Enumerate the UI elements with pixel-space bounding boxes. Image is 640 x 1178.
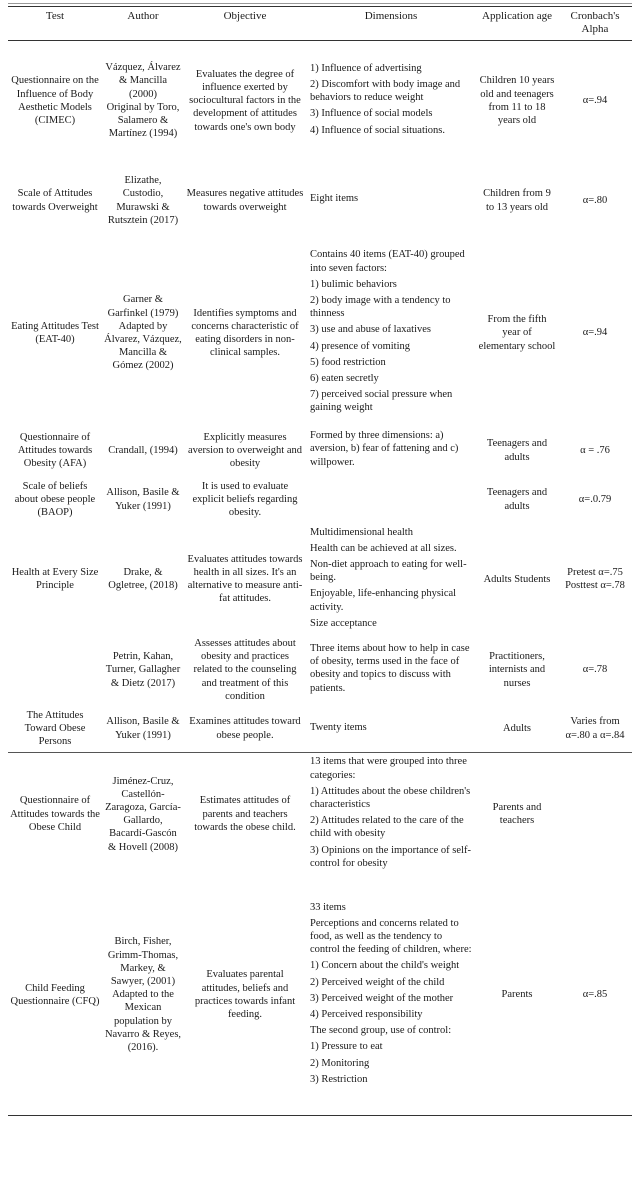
header-cronbach-alpha: Cronbach's Alpha xyxy=(570,10,620,35)
dimension-item: Size acceptance xyxy=(310,617,377,629)
application-age-text: Teenagers and adults xyxy=(486,487,548,512)
cell-application-age xyxy=(476,524,558,635)
test-name: Scale of beliefs about obese people (BAOP) xyxy=(14,480,96,519)
cell-cronbach-alpha xyxy=(558,875,632,1115)
author-line: Original by Toro, Salamero & Martínez (1994) xyxy=(106,101,180,140)
alpha-value: Pretest α=.75 xyxy=(567,567,623,578)
author-line: Vázquez, Álvarez & Mancilla (2000) xyxy=(105,62,181,100)
cell-objective xyxy=(184,524,306,635)
instruments-table xyxy=(8,6,632,1116)
dimension-item: Formed by three dimensions: a) aversion, b) fear of fattening and c) willpower. xyxy=(310,430,459,468)
dimension-item: Twenty items xyxy=(310,721,367,733)
dimension-item: Health can be achieved at all sizes. xyxy=(310,542,457,554)
cell-test xyxy=(8,161,102,241)
cell-cronbach-alpha xyxy=(558,524,632,635)
cell-test xyxy=(8,524,102,635)
cell-test xyxy=(8,41,102,161)
objective-text: Examines attitudes toward obese people. xyxy=(189,716,301,741)
objective-text: Measures negative attitudes towards overweight xyxy=(186,188,304,213)
application-age-text: Adults xyxy=(502,723,531,735)
cell-application-age xyxy=(476,161,558,241)
cell-application-age xyxy=(476,875,558,1115)
table-row xyxy=(8,875,632,1115)
dimension-item: 6) eaten secretly xyxy=(310,373,379,384)
cell-author xyxy=(102,524,184,635)
dimension-item: 2) Discomfort with body image and behaviors to reduce weight xyxy=(310,78,461,104)
cell-test xyxy=(8,476,102,524)
cell-application-age xyxy=(476,41,558,161)
cell-objective xyxy=(184,426,306,476)
cell-cronbach-alpha xyxy=(558,753,632,875)
table-row xyxy=(8,241,632,426)
cell-author xyxy=(102,875,184,1115)
table-row xyxy=(8,753,632,875)
author-line: Allison, Basile & Yuker (1991) xyxy=(106,716,180,741)
objective-text: Assesses attitudes about obesity and practices related to the counseling and treatment of this condition xyxy=(193,637,297,702)
dimension-item: 13 items that were grouped into three categories: xyxy=(310,756,467,781)
dimension-item: 7) perceived social pressure when gaining weight xyxy=(310,389,453,414)
cell-author xyxy=(102,241,184,426)
cell-author xyxy=(102,161,184,241)
dimension-item: 33 items xyxy=(310,901,346,913)
header-application-age: Application age xyxy=(482,10,552,22)
dimension-item: 3) use and abuse of laxatives xyxy=(310,324,432,336)
cell-objective xyxy=(184,161,306,241)
cell-objective xyxy=(184,705,306,753)
cell-application-age xyxy=(476,753,558,875)
application-age-text: Teenagers and adults xyxy=(486,438,548,463)
cell-test xyxy=(8,705,102,753)
alpha-value: α=.94 xyxy=(582,95,608,107)
cell-dimensions xyxy=(306,753,476,875)
test-name: Questionnaire of Attitudes towards Obesity (AFA) xyxy=(17,431,93,470)
dimension-item: 2) Attitudes related to the care of the child with obesity xyxy=(310,815,464,840)
alpha-value: α=.80 xyxy=(582,194,608,206)
test-name: Eating Attitudes Test (EAT-40) xyxy=(11,320,99,345)
cell-cronbach-alpha xyxy=(558,476,632,524)
header-test: Test xyxy=(45,10,65,22)
dimension-item: 1) Concern about the child's weight xyxy=(310,960,460,972)
dimension-item: Eight items xyxy=(310,193,359,205)
author-line: Jiménez-Cruz, Castellón-Zaragoza, García-Gallardo, Bacardí-Gascón & Hovell (2008) xyxy=(105,775,181,853)
objective-text: Evaluates the degree of influence exerted by sociocultural factors in the development of attitudes towards one's own body xyxy=(189,68,301,133)
alpha-value: α=.0.79 xyxy=(578,493,612,505)
test-name: The Attitudes Toward Obese Persons xyxy=(24,709,86,748)
alpha-value: Varies from α=.80 a α=.84 xyxy=(565,716,625,741)
cell-dimensions xyxy=(306,41,476,161)
dimension-item: 1) Pressure to eat xyxy=(310,1041,383,1053)
cell-cronbach-alpha xyxy=(558,635,632,705)
cell-test xyxy=(8,875,102,1115)
author-line: Crandall, (1994) xyxy=(108,444,178,456)
objective-text: Evaluates parental attitudes, beliefs and practices towards infant feeding. xyxy=(194,969,296,1021)
objective-text: Identifies symptoms and concerns characteristic of eating disorders in non-clinical samples. xyxy=(191,307,299,359)
dimension-item: 3) Restriction xyxy=(310,1073,368,1085)
cell-dimensions xyxy=(306,161,476,241)
table-row xyxy=(8,426,632,476)
application-age-text: Parents and teachers xyxy=(492,802,542,827)
header-row xyxy=(8,7,632,41)
dimension-item: 1) Influence of advertising xyxy=(310,62,422,74)
author-line: Adapted to the Mexican population by Navarro & Reyes, (2016). xyxy=(104,989,182,1054)
cell-objective xyxy=(184,875,306,1115)
author-line: Garner & Garfinkel (1979) xyxy=(107,294,179,319)
table-row xyxy=(8,161,632,241)
cell-cronbach-alpha xyxy=(558,41,632,161)
author-line: Elizathe, Custodio, Murawski & Rutsztein (2017) xyxy=(107,175,179,226)
cell-objective xyxy=(184,41,306,161)
cell-application-age xyxy=(476,241,558,426)
cell-test xyxy=(8,635,102,705)
cell-cronbach-alpha xyxy=(558,161,632,241)
alpha-value: α = .76 xyxy=(580,444,610,456)
dimension-item: 2) Monitoring xyxy=(310,1057,370,1069)
table-row xyxy=(8,41,632,161)
table-row xyxy=(8,705,632,753)
header-author: Author xyxy=(127,10,159,22)
dimension-item: 4) Perceived responsibility xyxy=(310,1009,423,1021)
author-line: Drake, & Ogletree, (2018) xyxy=(108,567,178,592)
cell-dimensions xyxy=(306,635,476,705)
test-name: Questionnaire on the Influence of Body Aesthetic Models (CIMEC) xyxy=(11,75,99,126)
author-line: Allison, Basile & Yuker (1991) xyxy=(106,487,180,512)
cell-objective xyxy=(184,476,306,524)
test-name: Questionnaire of Attitudes towards the Obese Child xyxy=(10,795,100,833)
cell-author xyxy=(102,635,184,705)
application-age-text: Children 10 years old and teenagers from 11 to 18 years old xyxy=(479,75,555,126)
dimension-item: 4) Influence of social situations. xyxy=(310,124,446,136)
test-name: Scale of Attitudes towards Overweight xyxy=(12,188,98,213)
objective-text: Evaluates attitudes towards health in all sizes. It's an alternative to measure anti-fat attitudes. xyxy=(187,553,303,605)
cell-test xyxy=(8,753,102,875)
cell-dimensions xyxy=(306,476,476,524)
dimension-item: Contains 40 items (EAT-40) grouped into seven factors: xyxy=(310,249,465,274)
cell-cronbach-alpha xyxy=(558,241,632,426)
cell-author xyxy=(102,753,184,875)
test-name: Health at Every Size Principle xyxy=(11,567,99,592)
cell-application-age xyxy=(476,476,558,524)
cell-author xyxy=(102,41,184,161)
cell-application-age xyxy=(476,705,558,753)
dimension-item: 1) bulimic behaviors xyxy=(310,278,397,290)
dimension-item: Non-diet approach to eating for well-being. xyxy=(310,558,467,584)
dimension-item: 2) Perceived weight of the child xyxy=(310,976,445,988)
alpha-value: α=.78 xyxy=(582,664,608,676)
objective-text: It is used to evaluate explicit beliefs regarding obesity. xyxy=(192,480,298,519)
cell-author xyxy=(102,705,184,753)
author-line: Birch, Fisher, Grimm-Thomas, Markey, & Sawyer, (2001) xyxy=(107,936,179,987)
application-age-text: From the fifth year of elementary school xyxy=(478,314,556,352)
cell-objective xyxy=(184,241,306,426)
top-rule xyxy=(8,3,632,4)
cell-cronbach-alpha xyxy=(558,426,632,476)
dimension-item: 3) Opinions on the importance of self-control for obesity xyxy=(310,844,471,869)
cell-dimensions xyxy=(306,524,476,635)
cell-dimensions xyxy=(306,705,476,753)
cell-dimensions xyxy=(306,241,476,426)
table-row xyxy=(8,635,632,705)
alpha-value: Posttest α=.78 xyxy=(565,580,625,592)
application-age-text: Children from 9 to 13 years old xyxy=(483,188,551,213)
dimension-item: 3) Perceived weight of the mother xyxy=(310,992,454,1004)
cell-cronbach-alpha xyxy=(558,705,632,753)
cell-test xyxy=(8,426,102,476)
table-row xyxy=(8,524,632,635)
cell-dimensions xyxy=(306,426,476,476)
test-name: Child Feeding Questionnaire (CFQ) xyxy=(10,982,100,1007)
dimension-item: 1) Attitudes about the obese children's characteristics xyxy=(310,785,471,811)
dimension-item: Enjoyable, life-enhancing physical activity. xyxy=(310,588,457,613)
cell-application-age xyxy=(476,426,558,476)
dimension-item: 3) Influence of social models xyxy=(310,108,433,120)
cell-application-age xyxy=(476,635,558,705)
cell-test xyxy=(8,241,102,426)
application-age-text: Adults Students xyxy=(483,573,551,585)
dimension-item: Three items about how to help in case of obesity, terms used in the face of obesity and topics to discuss with patients. xyxy=(310,643,470,694)
header-dimensions: Dimensions xyxy=(364,10,418,22)
cell-author xyxy=(102,426,184,476)
header-objective: Objective xyxy=(223,10,267,22)
cell-author xyxy=(102,476,184,524)
alpha-value: α=.94 xyxy=(582,327,608,339)
application-age-text: Practitioners, internists and nurses xyxy=(488,651,546,689)
cell-objective xyxy=(184,635,306,705)
dimension-item: 5) food restriction xyxy=(310,356,386,368)
author-line: Adapted by Álvarez, Vázquez, Mancilla & Gómez (2002) xyxy=(104,320,182,372)
dimension-item: Perceptions and concerns related to food, as well as the tendency to control the feeding of children, where: xyxy=(310,917,472,956)
table-row xyxy=(8,476,632,524)
dimension-item: The second group, use of control: xyxy=(310,1025,452,1037)
dimension-item: 2) body image with a tendency to thinness xyxy=(310,294,451,320)
objective-text: Estimates attitudes of parents and teachers towards the obese child. xyxy=(194,795,296,833)
dimension-item: 4) presence of vomiting xyxy=(310,340,411,352)
application-age-text: Parents xyxy=(501,989,533,1001)
cell-dimensions xyxy=(306,875,476,1115)
alpha-value: α=.85 xyxy=(582,989,608,1001)
author-line: Petrin, Kahan, Turner, Gallagher & Dietz (2017) xyxy=(105,651,181,689)
cell-objective xyxy=(184,753,306,875)
dimension-item: Multidimensional health xyxy=(310,526,413,538)
objective-text: Explicitly measures aversion to overweight and obesity xyxy=(187,431,302,470)
